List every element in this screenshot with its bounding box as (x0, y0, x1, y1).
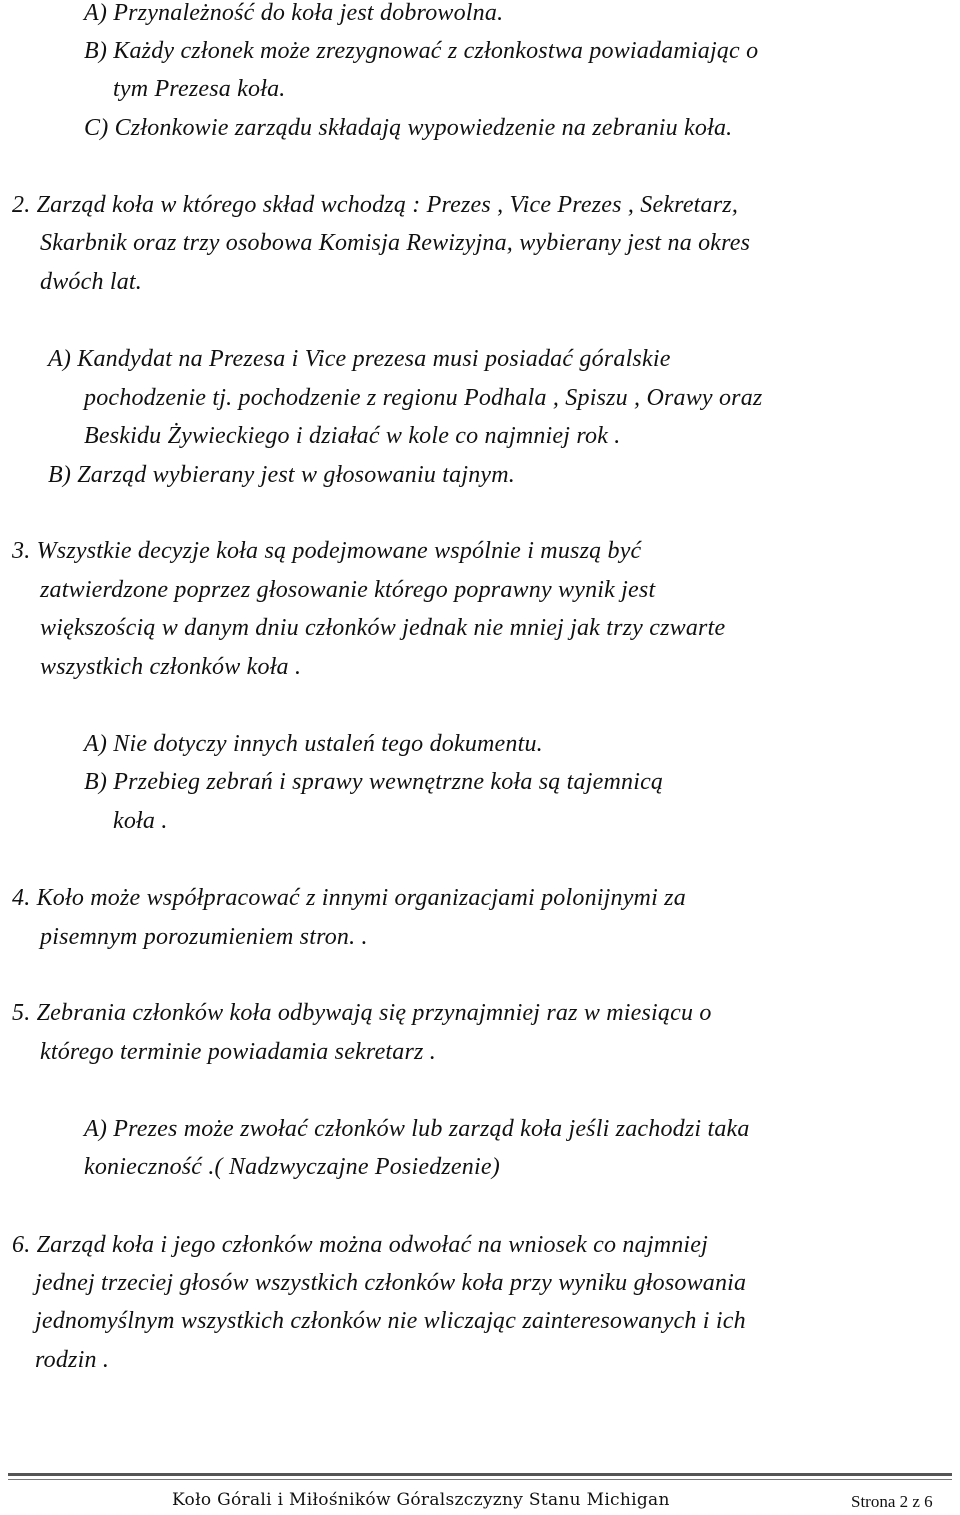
text-line: wszystkich członków koła . (40, 654, 302, 680)
text-line: Beskidu Żywieckiego i działać w kole co najmniej rok . (84, 423, 621, 449)
text-line: Skarbnik oraz trzy osobowa Komisja Rewizyjna, wybierany jest na okres (40, 230, 751, 256)
text-line: pochodzenie tj. pochodzenie z regionu Podhala , Spiszu , Orawy oraz (84, 385, 763, 411)
text-line: A) Nie dotyczy innych ustaleń tego dokumentu. (84, 731, 543, 757)
text-line: jednomyślnym wszystkich członków nie wliczając zainteresowanych i ich (35, 1308, 746, 1334)
footer-divider-thin (8, 1479, 952, 1480)
text-line: 5. Zebrania członków koła odbywają się przynajmniej raz w miesiącu o (12, 1000, 712, 1026)
text-line: 2. Zarząd koła w którego skład wchodzą : Prezes , Vice Prezes , Sekretarz, (12, 192, 739, 218)
text-line: koła . (113, 808, 168, 834)
text-line: 3. Wszystkie decyzje koła są podejmowane wspólnie i muszą być (12, 538, 642, 564)
footer-divider (8, 1473, 952, 1476)
text-line: A) Prezes może zwołać członków lub zarząd koła jeśli zachodzi taka (84, 1116, 750, 1142)
text-line: zatwierdzone poprzez głosowanie którego poprawny wynik jest (40, 577, 656, 603)
text-line: A) Przynależność do koła jest dobrowolna. (84, 0, 504, 26)
text-line: pisemnym porozumieniem stron. . (40, 924, 368, 950)
text-line: większością w danym dniu członków jednak nie mniej jak trzy czwarte (40, 615, 726, 641)
text-line: rodzin . (35, 1347, 110, 1373)
text-line: B) Przebieg zebrań i sprawy wewnętrzne koła są tajemnicą (84, 769, 664, 795)
text-line: jednej trzeciej głosów wszystkich członków koła przy wyniku głosowania (35, 1270, 747, 1296)
text-line: 6. Zarząd koła i jego członków można odwołać na wniosek co najmniej (12, 1232, 709, 1258)
text-line: B) Zarząd wybierany jest w głosowaniu tajnym. (48, 462, 515, 488)
text-line: B) Każdy członek może zrezygnować z członkostwa powiadamiając o (84, 38, 759, 64)
footer-title: Koło Górali i Miłośników Góralszczyzny Stanu Michigan (172, 1490, 670, 1510)
text-line: A) Kandydat na Prezesa i Vice prezesa musi posiadać góralskie (48, 346, 671, 372)
text-line: dwóch lat. (40, 269, 142, 295)
text-line: konieczność .( Nadzwyczajne Posiedzenie) (84, 1154, 500, 1180)
page-number: Strona 2 z 6 (851, 1492, 933, 1511)
text-line: 4. Koło może współpracować z innymi organizacjami polonijnymi za (12, 885, 686, 911)
text-line: tym Prezesa koła. (113, 76, 286, 102)
text-line: C) Członkowie zarządu składają wypowiedzenie na zebraniu koła. (84, 115, 733, 141)
text-line: którego terminie powiadamia sekretarz . (40, 1039, 436, 1065)
